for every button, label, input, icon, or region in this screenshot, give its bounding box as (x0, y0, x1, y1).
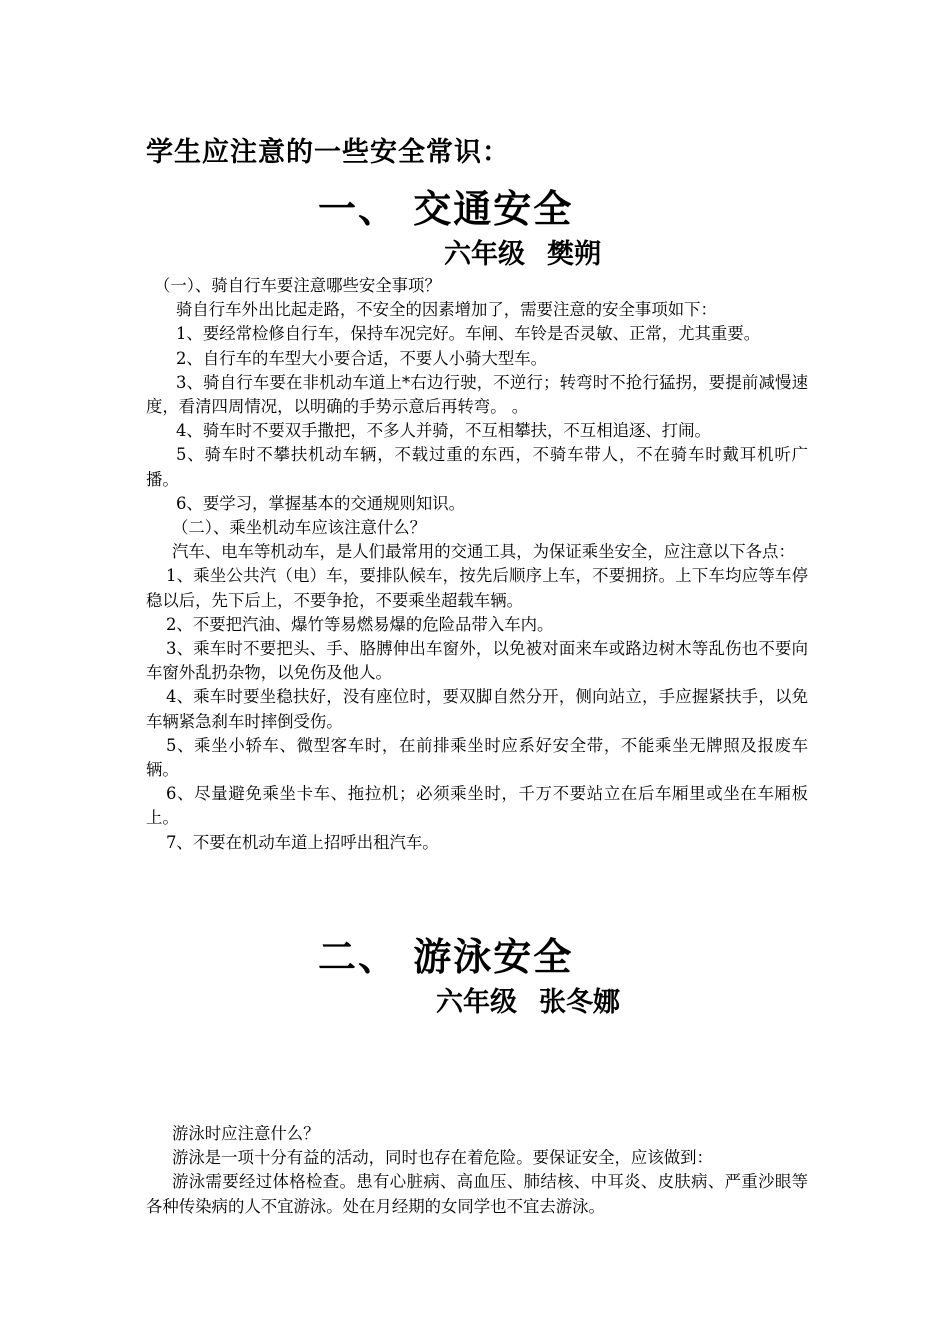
paragraph: 游泳是一项十分有益的活动，同时也存在着危险。要保证安全，应该做到： (172, 1148, 713, 1168)
list-item: 2、不要把汽油、爆竹等易燃易爆的危险品带入车内。 (166, 614, 554, 634)
section-author-swimming (436, 980, 620, 1019)
list-item: 1、乘坐公共汽（电）车，要排队候车，按先后顺序上车，不要拥挤。上下车均应等车停稳以后，先下后上，不要争抢，不要乘坐超载车辆。 (146, 566, 808, 610)
author-name: 樊朔 (547, 239, 601, 270)
list-item: 6、要学习，掌握基本的交通规则知识。 (176, 493, 466, 513)
paragraph: 汽车、电车等机动车，是人们最常用的交通工具，为保证乘坐安全，应注意以下各点： (172, 542, 795, 562)
section-body-traffic (146, 274, 808, 855)
list-item: 1、要经常检修自行车，保持车况完好。车闸、车铃是否灵敏、正常，尤其重要。 (176, 324, 761, 344)
section-author-traffic (444, 232, 601, 271)
list-item: 5、骑车时不攀扶机动车辆，不载过重的东西，不骑车带人，不在骑车时戴耳机听广播。 (146, 445, 808, 489)
section-heading-traffic: 一、 交通安全 (318, 187, 574, 231)
author-grade: 六年级 (444, 239, 525, 270)
paragraph: 骑自行车外出比起走路，不安全的因素增加了，需要注意的安全事项如下： (176, 300, 717, 320)
author-name: 张冬娜 (539, 987, 620, 1018)
section-heading-swimming: 二、 游泳安全 (318, 935, 574, 979)
subheading-motor-vehicle: （二）、乘坐机动车应该注意什么？ (172, 518, 427, 538)
list-item: 4、乘车时要坐稳扶好，没有座位时，要双脚自然分开，侧向站立，手应握紧扶手，以免车辆紧急刹车时摔倒受伤。 (146, 687, 808, 731)
list-item: 7、不要在机动车道上招呼出租汽车。 (166, 832, 439, 852)
subheading-bicycle: （一）、骑自行车要注意哪些安全事项？ (154, 276, 441, 295)
list-item: 5、乘坐小轿车、微型客车时，在前排乘坐时应系好安全带，不能乘坐无牌照及报废车辆。 (146, 735, 808, 780)
list-item: 4、骑车时不要双手撒把，不多人并骑，不互相攀扶，不互相追逐、打闹。 (176, 421, 711, 441)
subheading-swimming: 游泳时应注意什么？ (172, 1124, 320, 1143)
author-grade: 六年级 (436, 987, 517, 1018)
list-item: 6、尽量避免乘坐卡车、拖拉机；必须乘坐时，千万不要站立在后车厢里或坐在车厢板上。 (146, 784, 808, 828)
list-item: 2、自行车的车型大小要合适，不要人小骑大型车。 (176, 348, 548, 368)
paragraph: 游泳需要经过体格检查。患有心脏病、高血压、肺结核、中耳炎、皮肤病、严重沙眼等各种传染病的人不宜游泳。处在月经期的女同学也不宜去游泳。 (146, 1172, 808, 1216)
page-title: 学生应注意的一些安全常识： (146, 137, 510, 168)
section-body-swimming (146, 1122, 808, 1219)
list-item: 3、骑自行车要在非机动车道上*右边行驶，不逆行；转弯时不抢行猛拐，要提前减慢速度，看清四周情况，以明确的手势示意后再转弯。 。 (146, 372, 808, 417)
list-item: 3、乘车时不要把头、手、胳膊伸出车窗外，以免被对面来车或路边树木等乱伤也不要向车窗外乱扔杂物，以免伤及他人。 (146, 639, 808, 683)
